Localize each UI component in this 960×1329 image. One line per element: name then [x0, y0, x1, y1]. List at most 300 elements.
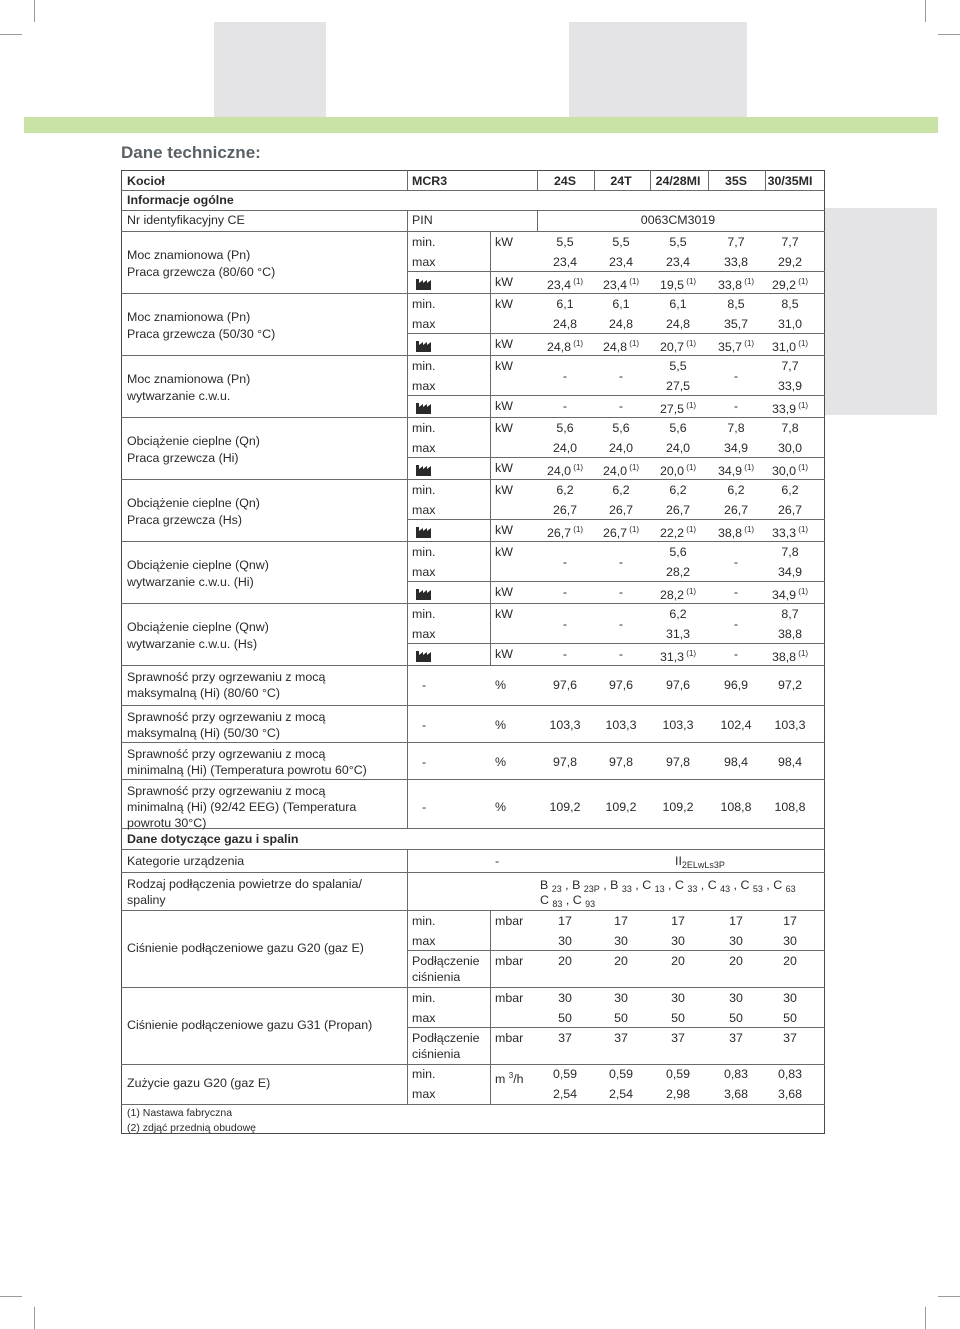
- factory-value-cell: 24,8 $^{(1)}$: [546, 339, 584, 354]
- pressure-value: 30: [783, 934, 797, 948]
- value-cell: 8,5: [727, 297, 745, 311]
- table-rule: [407, 742, 408, 779]
- efficiency-label: minimalną (Hi) (Temperatura powrotu 60°C): [127, 763, 367, 777]
- column-header-variant: 24/28MI: [655, 174, 701, 188]
- pressure-value: 30: [558, 991, 572, 1005]
- table-rule: [121, 541, 825, 542]
- footnote-marker: (1): [627, 339, 640, 348]
- factory-value-cell: 29,2 $^{(1)}$: [771, 277, 809, 292]
- value-cell: 26,7: [723, 503, 749, 517]
- value-cell: 7,8: [781, 545, 799, 559]
- parameter-label: Moc znamionowa (Pn): [127, 248, 251, 262]
- footnote-marker: (1): [742, 525, 755, 534]
- consumption-value: 0,83: [723, 1067, 749, 1081]
- table-rule: [407, 457, 825, 458]
- value-cell: 34,9: [777, 565, 803, 579]
- efficiency-label: maksymalną (Hi) (80/60 °C): [127, 686, 280, 700]
- parameter-label: Praca grzewcza (80/60 °C): [127, 265, 276, 279]
- consumption-value: 0,59: [608, 1067, 634, 1081]
- parameter-label: Obciążenie cieplne (Qn): [127, 434, 260, 448]
- efficiency-value: 97,6: [665, 678, 691, 692]
- pressure-value: 30: [614, 934, 628, 948]
- column-header-model: MCR3: [412, 174, 448, 188]
- footnote-marker: (1): [742, 463, 755, 472]
- pressure-value: 37: [558, 1031, 572, 1045]
- parameter-label: Obciążenie cieplne (Qnw): [127, 620, 269, 634]
- factory-value-cell: -: [618, 647, 624, 661]
- pressure-value: 17: [614, 914, 628, 928]
- unit-label: kW: [495, 461, 513, 475]
- pressure-value: 20: [783, 954, 797, 968]
- connection-pressure-label: Podłączenie: [412, 1031, 480, 1045]
- efficiency-value: 103,3: [549, 718, 581, 732]
- footnote-marker: (1): [684, 277, 697, 286]
- pressure-value: 37: [783, 1031, 797, 1045]
- value-cell: 23,4: [552, 255, 578, 269]
- min-label: -: [422, 678, 427, 692]
- efficiency-label: maksymalną (Hi) (50/30 °C): [127, 726, 280, 740]
- efficiency-value: 96,9: [723, 678, 749, 692]
- unit-label: kW: [495, 337, 513, 351]
- max-label: max: [412, 441, 436, 455]
- table-rule: [121, 779, 825, 780]
- unit-label: m $^3$/h: [495, 1071, 524, 1086]
- table-rule: [121, 603, 825, 604]
- footnote-marker: (1): [684, 401, 697, 410]
- max-label: max: [412, 503, 436, 517]
- table-rule: [121, 417, 825, 418]
- factory-value-cell: 38,8 $^{(1)}$: [771, 649, 809, 664]
- efficiency-value: 98,4: [777, 755, 803, 769]
- efficiency-label: Sprawność przy ogrzewaniu z mocą: [127, 710, 326, 724]
- max-label: max: [412, 1011, 436, 1025]
- consumption-value: 3,68: [723, 1087, 749, 1101]
- pressure-value: 20: [729, 954, 743, 968]
- footnote-marker: (1): [742, 339, 755, 348]
- consumption-value: 2,98: [665, 1087, 691, 1101]
- value-cell: 33,9: [777, 379, 803, 393]
- parameter-label: Praca grzewcza (Hi): [127, 451, 239, 465]
- min-label: min.: [412, 483, 436, 497]
- table-rule: [407, 872, 408, 910]
- value-cell: 26,7: [608, 503, 634, 517]
- factory-value-cell: 26,7 $^{(1)}$: [546, 525, 584, 540]
- footnote-marker: (1): [684, 463, 697, 472]
- background-block-right: [569, 22, 747, 117]
- pressure-value: 37: [729, 1031, 743, 1045]
- value-cell: 27,5: [665, 379, 691, 393]
- connection-label: Rodzaj podłączenia powietrze do spalania/: [127, 877, 362, 891]
- table-rule: [121, 665, 825, 666]
- min-label: min.: [412, 235, 436, 249]
- pressure-value: 30: [614, 991, 628, 1005]
- table-rule: [407, 355, 408, 417]
- background-block-side: [825, 208, 937, 415]
- max-label: max: [412, 317, 436, 331]
- efficiency-value: 98,4: [723, 755, 749, 769]
- min-label: min.: [412, 297, 436, 311]
- factory-setting-icon: [416, 339, 433, 352]
- category-value: $II_{2ELwLs3P}$: [675, 854, 725, 870]
- min-label: min.: [412, 545, 436, 559]
- value-cell: 24,0: [608, 441, 634, 455]
- efficiency-value: 109,2: [605, 800, 637, 814]
- factory-value-cell: 23,4 $^{(1)}$: [546, 277, 584, 292]
- footnote-marker: (1): [796, 587, 809, 596]
- factory-value-cell: -: [733, 585, 739, 599]
- efficiency-value: 97,2: [777, 678, 803, 692]
- pressure-value: 17: [783, 914, 797, 928]
- value-cell: 5,6: [669, 545, 687, 559]
- value-cell: 28,2: [665, 565, 691, 579]
- value-cell: 6,2: [669, 607, 687, 621]
- table-rule: [121, 742, 825, 743]
- factory-setting-icon: [416, 587, 433, 600]
- table-rule: [407, 231, 408, 293]
- crop-mark: [0, 1296, 22, 1297]
- parameter-label: Obciążenie cieplne (Qnw): [127, 558, 269, 572]
- crop-mark: [34, 1307, 35, 1329]
- efficiency-value: 97,8: [665, 755, 691, 769]
- table-rule: [407, 849, 408, 872]
- min-label: min.: [412, 914, 436, 928]
- pressure-value: 50: [783, 1011, 797, 1025]
- pressure-value: 17: [729, 914, 743, 928]
- footnote-marker: (1): [796, 339, 809, 348]
- footnote-marker: (1): [796, 649, 809, 658]
- value-cell: 5,5: [556, 235, 574, 249]
- efficiency-value: 103,3: [774, 718, 806, 732]
- table-rule: [407, 987, 408, 1064]
- footnote: (1) Nastawa fabryczna: [127, 1107, 233, 1119]
- value-cell: 26,7: [665, 503, 691, 517]
- value-cell: -: [562, 555, 568, 569]
- table-rule: [121, 479, 825, 480]
- unit-label: kW: [495, 275, 513, 289]
- value-cell: 31,0: [777, 317, 803, 331]
- factory-value-cell: -: [562, 647, 568, 661]
- footnote-marker: (1): [796, 277, 809, 286]
- unit-label: %: [495, 718, 507, 732]
- value-cell: 6,2: [556, 483, 574, 497]
- parameter-label: Moc znamionowa (Pn): [127, 372, 251, 386]
- column-header-boiler: Kocioł: [127, 174, 165, 188]
- table-rule: [407, 479, 408, 541]
- factory-value-cell: 34,9 $^{(1)}$: [771, 587, 809, 602]
- value-cell: 6,2: [669, 483, 687, 497]
- pressure-value: 37: [671, 1031, 685, 1045]
- pressure-value: 20: [558, 954, 572, 968]
- efficiency-value: 103,3: [662, 718, 694, 732]
- pressure-value: 20: [671, 954, 685, 968]
- table-rule: [490, 479, 491, 541]
- footnote-marker: (1): [627, 277, 640, 286]
- table-rule: [407, 603, 408, 665]
- footnote-marker: (1): [742, 277, 755, 286]
- max-label: max: [412, 1087, 436, 1101]
- unit-label: %: [495, 800, 507, 814]
- table-rule: [121, 987, 825, 988]
- page-title: Dane techniczne:: [121, 143, 261, 162]
- factory-setting-icon: [416, 277, 433, 290]
- factory-setting-icon: [416, 525, 433, 538]
- value-cell: 38,8: [777, 627, 803, 641]
- unit-label: mbar: [495, 954, 524, 968]
- factory-value-cell: -: [562, 399, 568, 413]
- pressure-value: 50: [558, 1011, 572, 1025]
- min-label: min.: [412, 421, 436, 435]
- consumption-value: 0,59: [665, 1067, 691, 1081]
- table-rule: [121, 1064, 825, 1065]
- unit-label: kW: [495, 483, 513, 497]
- table-rule: [407, 210, 408, 231]
- factory-value-cell: -: [562, 585, 568, 599]
- consumption-value: 0,83: [777, 1067, 803, 1081]
- table-rule: [490, 417, 491, 479]
- value-cell: -: [733, 369, 739, 383]
- table-rule: [407, 950, 825, 951]
- table-rule: [121, 190, 825, 191]
- value-cell: 26,7: [552, 503, 578, 517]
- factory-value-cell: 20,7 $^{(1)}$: [659, 339, 697, 354]
- factory-value-cell: 27,5 $^{(1)}$: [659, 401, 697, 416]
- table-rule: [121, 705, 825, 706]
- factory-value-cell: 26,7 $^{(1)}$: [602, 525, 640, 540]
- min-label: -: [422, 718, 427, 732]
- factory-value-cell: 24,0 $^{(1)}$: [546, 463, 584, 478]
- unit-label: kW: [495, 545, 513, 559]
- crop-mark: [938, 34, 960, 35]
- value-cell: 5,5: [669, 235, 687, 249]
- table-rule: [490, 987, 491, 1064]
- green-header-bar: [24, 117, 938, 133]
- table-rule: [121, 849, 825, 850]
- table-rule: [407, 541, 408, 603]
- crop-mark: [925, 0, 926, 22]
- pressure-value: 50: [729, 1011, 743, 1025]
- footnote: (2) zdjąć przednią obudowę: [127, 1122, 256, 1134]
- column-header-variant: 24T: [610, 174, 632, 188]
- pressure-value: 20: [614, 954, 628, 968]
- pressure-value: 30: [783, 991, 797, 1005]
- efficiency-label: powrotu 30°C): [127, 816, 207, 830]
- table-rule: [121, 231, 825, 232]
- efficiency-label: Sprawność przy ogrzewaniu z mocą: [127, 670, 326, 684]
- unit-label: kW: [495, 607, 513, 621]
- table-rule: [650, 170, 651, 190]
- table-rule: [490, 541, 491, 603]
- table-rule: [594, 170, 595, 190]
- factory-value-cell: 34,9 $^{(1)}$: [717, 463, 755, 478]
- value-cell: 24,0: [552, 441, 578, 455]
- value-cell: -: [733, 555, 739, 569]
- efficiency-value: 97,8: [552, 755, 578, 769]
- value-cell: 24,8: [608, 317, 634, 331]
- pressure-value: 30: [671, 934, 685, 948]
- value-cell: 5,5: [669, 359, 687, 373]
- pressure-value: 30: [671, 991, 685, 1005]
- unit-label: kW: [495, 421, 513, 435]
- factory-value-cell: 31,0 $^{(1)}$: [771, 339, 809, 354]
- connection-types: C $_{83}$ , C $_{93}$: [540, 893, 596, 909]
- table-rule: [407, 271, 825, 272]
- value-cell: 23,4: [608, 255, 634, 269]
- efficiency-value: 109,2: [549, 800, 581, 814]
- pin-unit: PIN: [412, 213, 433, 227]
- factory-value-cell: 23,4 $^{(1)}$: [602, 277, 640, 292]
- table-rule: [407, 1027, 825, 1028]
- efficiency-label: minimalną (Hi) (92/42 EEG) (Temperatura: [127, 800, 357, 814]
- footnote-marker: (1): [684, 525, 697, 534]
- value-cell: 33,8: [723, 255, 749, 269]
- table-rule: [407, 910, 408, 987]
- connection-pressure-label: ciśnienia: [412, 970, 461, 984]
- unit-label: kW: [495, 297, 513, 311]
- connection-types: B $_{23}$ , B $_{23P}$ , B $_{33}$ , C $_{13}$ , C $_{33}$ , C $_{43}$ , C $_{53}$ , C $_{63}$: [540, 878, 796, 894]
- value-cell: 26,7: [777, 503, 803, 517]
- value-cell: 6,2: [781, 483, 799, 497]
- consumption-label: Zużycie gazu G20 (gaz E): [127, 1076, 271, 1090]
- value-cell: 31,3: [665, 627, 691, 641]
- factory-value-cell: 22,2 $^{(1)}$: [659, 525, 697, 540]
- factory-setting-icon: [416, 401, 433, 414]
- value-cell: 24,0: [665, 441, 691, 455]
- background-block-left: [214, 22, 326, 117]
- unit-label: mbar: [495, 991, 524, 1005]
- min-label: min.: [412, 359, 436, 373]
- column-header-variant: 24S: [553, 174, 577, 188]
- min-label: min.: [412, 991, 436, 1005]
- table-rule: [407, 1064, 408, 1104]
- factory-value-cell: 24,0 $^{(1)}$: [602, 463, 640, 478]
- value-cell: 7,8: [781, 421, 799, 435]
- value-cell: -: [562, 617, 568, 631]
- factory-value-cell: 20,0 $^{(1)}$: [659, 463, 697, 478]
- pressure-value: 17: [558, 914, 572, 928]
- value-cell: 7,7: [727, 235, 745, 249]
- efficiency-value: 108,8: [774, 800, 806, 814]
- efficiency-label: Sprawność przy ogrzewaniu z mocą: [127, 747, 326, 761]
- footnote-marker: (1): [796, 525, 809, 534]
- unit-label: mbar: [495, 914, 524, 928]
- value-cell: 5,6: [556, 421, 574, 435]
- pressure-value: 30: [729, 991, 743, 1005]
- max-label: max: [412, 255, 436, 269]
- section-general-heading: Informacje ogólne: [127, 193, 234, 207]
- value-cell: 35,7: [723, 317, 749, 331]
- value-cell: 6,1: [669, 297, 687, 311]
- consumption-value: 0,59: [552, 1067, 578, 1081]
- value-cell: 8,5: [781, 297, 799, 311]
- value-cell: 7,7: [781, 235, 799, 249]
- connection-label: spaliny: [127, 893, 166, 907]
- max-label: max: [412, 934, 436, 948]
- consumption-value: 2,54: [608, 1087, 634, 1101]
- value-cell: 24,8: [552, 317, 578, 331]
- efficiency-label: Sprawność przy ogrzewaniu z mocą: [127, 784, 326, 798]
- table-rule: [407, 293, 408, 355]
- table-rule: [490, 355, 491, 417]
- footnote-marker: (1): [796, 401, 809, 410]
- table-rule: [708, 170, 709, 190]
- table-rule: [765, 170, 766, 190]
- unit-label: kW: [495, 399, 513, 413]
- parameter-label: Praca grzewcza (Hs): [127, 513, 242, 527]
- table-rule: [490, 1064, 491, 1104]
- parameter-label: Obciążenie cieplne (Qn): [127, 496, 260, 510]
- connection-pressure-label: ciśnienia: [412, 1047, 461, 1061]
- parameter-label: Praca grzewcza (50/30 °C): [127, 327, 276, 341]
- unit-label: kW: [495, 235, 513, 249]
- footnote-marker: (1): [627, 525, 640, 534]
- footnote-marker: (1): [796, 463, 809, 472]
- table-rule: [407, 705, 408, 742]
- footnote-marker: (1): [627, 463, 640, 472]
- crop-mark: [938, 1296, 960, 1297]
- efficiency-value: 97,6: [552, 678, 578, 692]
- factory-value-cell: 35,7 $^{(1)}$: [717, 339, 755, 354]
- value-cell: -: [618, 369, 624, 383]
- max-label: max: [412, 627, 436, 641]
- factory-value-cell: 33,3 $^{(1)}$: [771, 525, 809, 540]
- table-rule: [407, 581, 825, 582]
- factory-value-cell: -: [733, 399, 739, 413]
- table-rule: [490, 910, 491, 987]
- max-label: max: [412, 379, 436, 393]
- parameter-label: Moc znamionowa (Pn): [127, 310, 251, 324]
- unit-label: %: [495, 755, 507, 769]
- table-rule: [407, 395, 825, 396]
- table-rule: [490, 603, 491, 665]
- factory-value-cell: 19,5 $^{(1)}$: [659, 277, 697, 292]
- value-cell: 5,5: [612, 235, 630, 249]
- value-cell: 30,0: [777, 441, 803, 455]
- value-cell: 34,9: [723, 441, 749, 455]
- value-cell: -: [733, 617, 739, 631]
- parameter-label: wytwarzanie c.w.u. (Hi): [127, 575, 254, 589]
- table-rule: [121, 910, 825, 911]
- table-rule: [407, 333, 825, 334]
- efficiency-value: 97,8: [608, 755, 634, 769]
- gas-pressure-label: Ciśnienie podłączeniowe gazu G20 (gaz E): [127, 941, 364, 955]
- min-label: min.: [412, 607, 436, 621]
- table-rule: [407, 519, 825, 520]
- parameter-label: wytwarzanie c.w.u. (Hs): [127, 637, 258, 651]
- value-cell: 5,6: [612, 421, 630, 435]
- value-cell: 6,2: [612, 483, 630, 497]
- factory-value-cell: -: [733, 647, 739, 661]
- factory-setting-icon: [416, 463, 433, 476]
- efficiency-value: 102,4: [720, 718, 752, 732]
- consumption-value: 3,68: [777, 1087, 803, 1101]
- value-cell: 6,1: [556, 297, 574, 311]
- table-rule: [407, 417, 408, 479]
- footnote-marker: (1): [571, 339, 584, 348]
- max-label: max: [412, 565, 436, 579]
- value-cell: 7,7: [781, 359, 799, 373]
- gas-pressure-label: Ciśnienie podłączeniowe gazu G31 (Propan): [127, 1018, 373, 1032]
- unit-label: -: [495, 854, 500, 868]
- value-cell: 23,4: [665, 255, 691, 269]
- table-rule: [407, 779, 408, 828]
- table-rule: [407, 643, 825, 644]
- crop-mark: [0, 34, 22, 35]
- efficiency-value: 103,3: [605, 718, 637, 732]
- pin-value: 0063CM3019: [640, 213, 716, 227]
- min-label: min.: [412, 1067, 436, 1081]
- factory-value-cell: -: [618, 399, 624, 413]
- efficiency-value: 97,6: [608, 678, 634, 692]
